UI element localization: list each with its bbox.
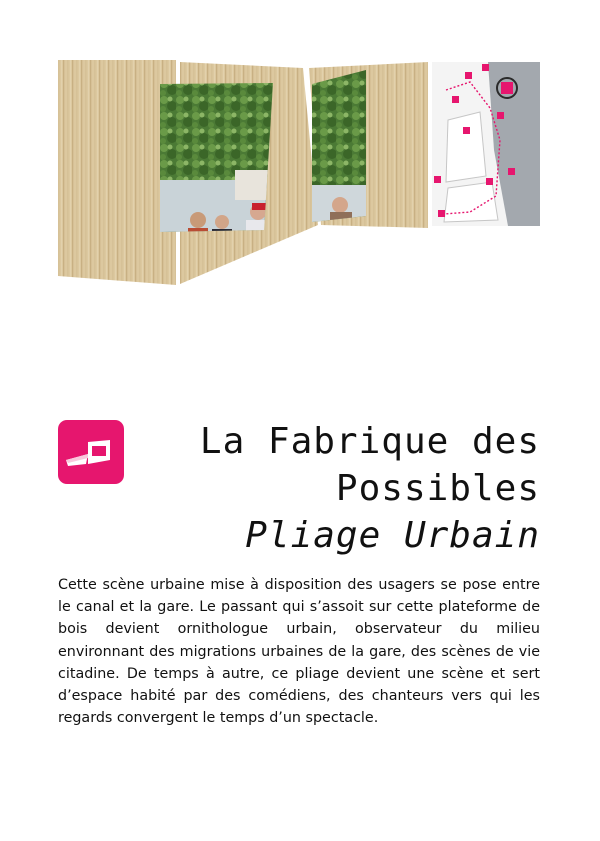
title-line-2: Possibles: [335, 468, 540, 509]
description-paragraph: Cette scène urbaine mise à disposition des usagers se pose entre le canal et la gare. Le passant qui s’assoit sur cette plateforme de bois devient ornithologue urbain, observateur du milieu environnant des migrations urbaines de la gare, des scènes de vie citadine. De temps à autre, ce pliage devient une scène et sert d’espace habité par des comédiens, des chanteurs vers qui les regards convergent le temps d’un spectacle.: [58, 577, 540, 727]
wooden-panel-left: [58, 60, 176, 285]
title-line-1: La Fabrique des: [199, 421, 540, 462]
photo-window-left: [155, 80, 280, 248]
city-map-icon: [432, 62, 540, 226]
hero-illustration: [0, 0, 600, 300]
photo-window-right: [305, 65, 375, 225]
page-title: [100, 418, 540, 559]
subtitle: Pliage Urbain: [245, 515, 540, 556]
